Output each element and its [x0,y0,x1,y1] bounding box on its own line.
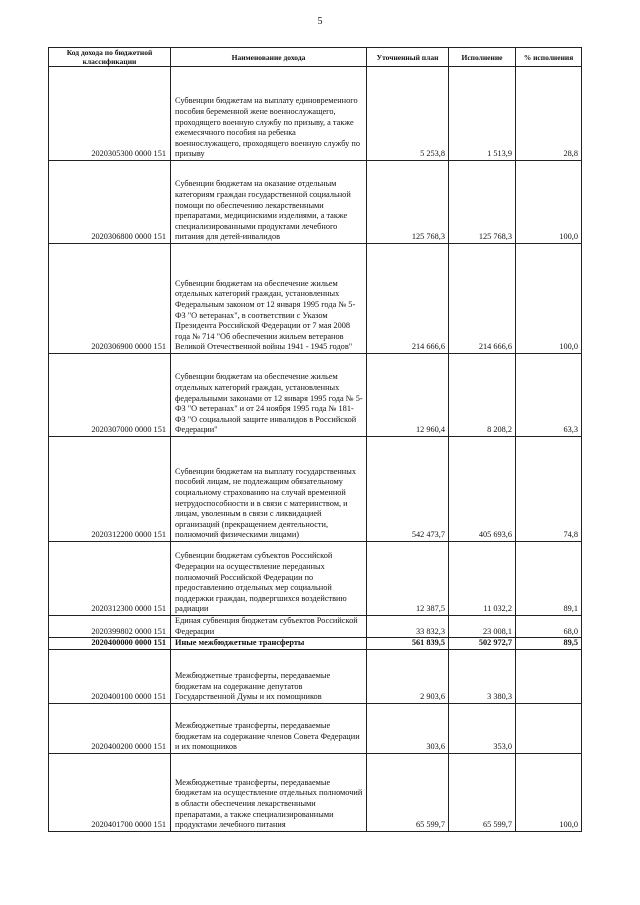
row-name: Иные межбюджетные трансферты [171,638,367,650]
row-percent: 63,3 [516,354,582,437]
row-code: 2020306800 0000 151 [49,161,171,244]
row-percent: 100,0 [516,244,582,354]
row-name: Межбюджетные трансферты, передаваемые бюджетам на содержание членов Совета Федерации и их помощников [171,703,367,753]
row-plan: 12 387,5 [367,542,449,616]
row-code: 2020307000 0000 151 [49,354,171,437]
row-execution: 23 008,1 [449,616,516,638]
table-row [49,354,582,437]
revenue-table [48,47,582,832]
row-name: Субвенции бюджетам на обеспечение жильем отдельных категорий граждан, установленных федеральными законами от 12 января 1995 года № 5-ФЗ "О ветеранах" и от 24 ноября 1995 года № 181-ФЗ "О социальной защите инвалидов в Российской Федерации" [171,354,367,437]
row-code: 2020312300 0000 151 [49,542,171,616]
row-execution: 8 208,2 [449,354,516,437]
row-name: Субвенции бюджетам на выплату единовременного пособия беременной жене военнослужащего, проходящего военную службу по призыву, а также ежемесячного пособия на ребенка военнослужащего, проходящего военную службу по призыву [171,67,367,161]
row-execution: 214 666,6 [449,244,516,354]
table-row [49,649,582,703]
row-code: 2020305300 0000 151 [49,67,171,161]
row-execution: 11 032,2 [449,542,516,616]
table-row [49,753,582,831]
row-percent [516,703,582,753]
table-row [49,244,582,354]
header-execution: Исполнение [449,48,516,67]
table-row [49,542,582,616]
page-number: 5 [317,16,323,27]
row-code: 2020401700 0000 151 [49,753,171,831]
row-percent: 100,0 [516,753,582,831]
row-execution: 405 693,6 [449,437,516,542]
table-row [49,161,582,244]
row-execution: 65 599,7 [449,753,516,831]
row-percent [516,649,582,703]
row-plan: 5 253,8 [367,67,449,161]
table-row [49,616,582,638]
table-row [49,638,582,650]
row-plan: 2 903,6 [367,649,449,703]
row-plan: 303,6 [367,703,449,753]
table-row [49,437,582,542]
header-plan: Уточненный план [367,48,449,67]
header-percent: % исполнения [516,48,582,67]
row-execution: 1 513,9 [449,67,516,161]
row-execution: 125 768,3 [449,161,516,244]
row-plan: 561 839,5 [367,638,449,650]
row-plan: 542 473,7 [367,437,449,542]
header-name: Наименование дохода [171,48,367,67]
row-name: Субвенции бюджетам на оказание отдельным категориям граждан государственной социальной помощи по обеспечению лекарственными препаратами, медицинскими изделиями, а также специализированными продуктами лечебного питания для детей-инвалидов [171,161,367,244]
row-code: 2020399802 0000 151 [49,616,171,638]
row-code: 2020306900 0000 151 [49,244,171,354]
row-name: Межбюджетные трансферты, передаваемые бюджетам на осуществление отдельных полномочий в области обеспечения лекарственными препаратами, а также специализированными продуктами лечебного питания [171,753,367,831]
row-execution: 502 972,7 [449,638,516,650]
row-percent: 28,8 [516,67,582,161]
row-name: Субвенции бюджетам на обеспечение жильем отдельных категорий граждан, установленных Федеральным законом от 12 января 1995 года № 5-ФЗ "О ветеранах", в соответствии с Указом Президента Российской Федерации от 7 мая 2008 года № 714 "Об обеспечении жильем ветеранов Великой Отечественной войны 1941 - 1945 годов" [171,244,367,354]
row-percent: 74,8 [516,437,582,542]
row-plan: 33 832,3 [367,616,449,638]
row-code: 2020312200 0000 151 [49,437,171,542]
table-header-row [49,48,582,67]
row-percent: 100,0 [516,161,582,244]
row-code: 2020400100 0000 151 [49,649,171,703]
row-name: Единая субвенция бюджетам субъектов Российской Федерации [171,616,367,638]
row-name: Субвенции бюджетам на выплату государственных пособий лицам, не подлежащим обязательному социальному страхованию на случай временной нетрудоспособности и в связи с материнством, и лицам, уволенным в связи с ликвидацией организаций (прекращением деятельности, полномочий физическими лицами) [171,437,367,542]
row-plan: 12 960,4 [367,354,449,437]
table-row [49,703,582,753]
header-code: Код дохода по бюджетной классификации [49,48,171,67]
row-plan: 214 666,6 [367,244,449,354]
row-code: 2020400000 0000 151 [49,638,171,650]
row-plan: 65 599,7 [367,753,449,831]
row-plan: 125 768,3 [367,161,449,244]
row-execution: 353,0 [449,703,516,753]
row-percent: 89,5 [516,638,582,650]
table-row [49,67,582,161]
row-percent: 89,1 [516,542,582,616]
row-name: Межбюджетные трансферты, передаваемые бюджетам на содержание депутатов Государственной Думы и их помощников [171,649,367,703]
row-name: Субвенции бюджетам субъектов Российской Федерации на осуществление переданных полномочий Российской Федерации по предоставлению отдельных мер социальной поддержки граждан, подвергшихся воздействию радиации [171,542,367,616]
row-execution: 3 380,3 [449,649,516,703]
row-percent: 68,0 [516,616,582,638]
row-code: 2020400200 0000 151 [49,703,171,753]
